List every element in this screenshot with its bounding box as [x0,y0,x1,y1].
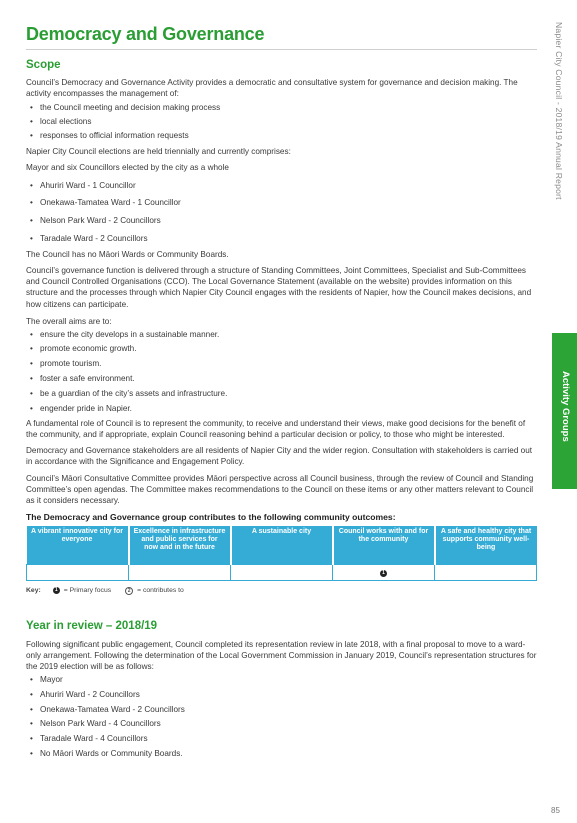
wards-list [26,177,537,248]
list-item: • Taradale Ward - 2 Councillors [26,230,537,248]
running-head: Napier City Council - 2018/19 Annual Report [554,22,564,200]
maori-committee-paragraph: Council’s Māori Consultative Committee provides Māori perspective across all Council business, through the review of Council and Standing Committee’s open agendas. The Committee makes recommendations to the Council on these items or any other matters relevant to Council as it considers necessary. [26,473,534,505]
aims-intro: The overall aims are to: [26,316,112,326]
table-cell [27,565,129,581]
list-item: • promote economic growth. [26,342,537,357]
scope-list [26,101,537,144]
table-cell [231,565,333,581]
list-item: • No Māori Wards or Community Boards. [26,747,537,762]
column-header: Excellence in infrastructure and public services for now and in the future [129,526,231,565]
stakeholders-paragraph: Democracy and Governance stakeholders are all residents of Napier City and the wider region. Consultation with stakeholders is carried out in accordance with the Significance and Engagement Policy. [26,446,533,467]
primary-focus-icon: 1 [380,570,387,577]
page-content [26,58,537,762]
elections-paragraph: Napier City Council elections are held triennially and currently comprises: [26,146,291,156]
list-item: • Onekawa-Tamatea Ward - 1 Councillor [26,194,537,212]
list-item: • Mayor [26,673,537,688]
page-number: 85 [551,806,560,815]
list-item: • Ahuriri Ward - 1 Councillor [26,177,537,195]
outcomes-heading: The Democracy and Governance group contributes to the following community outcomes: [26,511,396,522]
role-paragraph: A fundamental role of Council is to represent the community, to receive and understand their views, make good decisions for the benefit of the community, and if appropriate, explain Council reasoning behind a particular decision or policy, to those who might be interested. [26,419,526,440]
list-item: • local elections [26,115,537,129]
list-item: • be a guardian of the city’s assets and infrastructure. [26,387,537,402]
table-cell [333,565,435,581]
list-item: • ensure the city develops in a sustainable manner. [26,328,537,343]
contributes-icon: 2 [125,587,133,595]
scope-heading: Scope [26,59,61,71]
table-cell [435,565,537,581]
section-tab-label: Activity Groups [560,371,571,442]
list-item: • Onekawa-Tamatea Ward - 2 Councillors [26,703,537,718]
list-item: • the Council meeting and decision making process [26,101,537,115]
governance-paragraph: Council’s governance function is delivered through a structure of Standing Committees, Joint Committees, Specialist and Sub-Committees and Council Controlled Organisations (CCO). The Local Governance Statement (available on the website) provides information on this structure and the processes through which Napier City Council engages with the residents of Napier, how the Council makes decisions, and how citizens can participate. [26,266,532,309]
primary-focus-icon: 1 [53,587,60,594]
outcomes-table [26,526,537,581]
section-tab [552,333,577,489]
key-primary-label: = Primary focus [63,587,112,595]
table-row [27,565,537,581]
column-header: A vibrant innovative city for everyone [27,526,129,565]
list-item: • engender pride in Napier. [26,402,537,417]
representation-list [26,673,537,762]
column-header: A safe and healthy city that supports community well-being [435,526,537,565]
year-review-heading: Year in review – 2018/19 [26,620,158,633]
column-header: A sustainable city [231,526,333,565]
scope-intro: Council’s Democracy and Governance Activity provides a democratic and consultative system for governance and decision making. The activity encompasses the management of: [26,77,518,98]
table-cell [129,565,231,581]
list-item: • Ahuriri Ward - 2 Councillors [26,688,537,703]
key-contributes-label: = contributes to [137,587,184,595]
list-item: • promote tourism. [26,357,537,372]
list-item: • responses to official information requests [26,129,537,143]
column-header: Council works with and for the community [333,526,435,565]
page-title: Democracy and Governance [26,24,265,44]
maori-wards-paragraph: The Council has no Māori Wards or Community Boards. [26,250,229,260]
key-label: Key: [26,587,41,595]
title-divider [26,49,537,50]
year-review-paragraph: Following significant public engagement, Council completed its representation review in late 2018, with a final proposal to move to a ward-only arrangement. Following the determination of the Local Government Commission in January 2019, Council’s representation structures for the 2019 election will be as follows: [26,639,537,672]
list-item: • foster a safe environment. [26,372,537,387]
mayor-paragraph: Mayor and six Councillors elected by the city as a whole [26,162,229,172]
list-item: • Nelson Park Ward - 2 Councillors [26,212,537,230]
aims-list [26,328,537,417]
list-item: • Nelson Park Ward - 4 Councillors [26,717,537,732]
table-key [26,586,537,595]
list-item: • Taradale Ward - 4 Councillors [26,732,537,747]
table-header-row [27,526,537,565]
